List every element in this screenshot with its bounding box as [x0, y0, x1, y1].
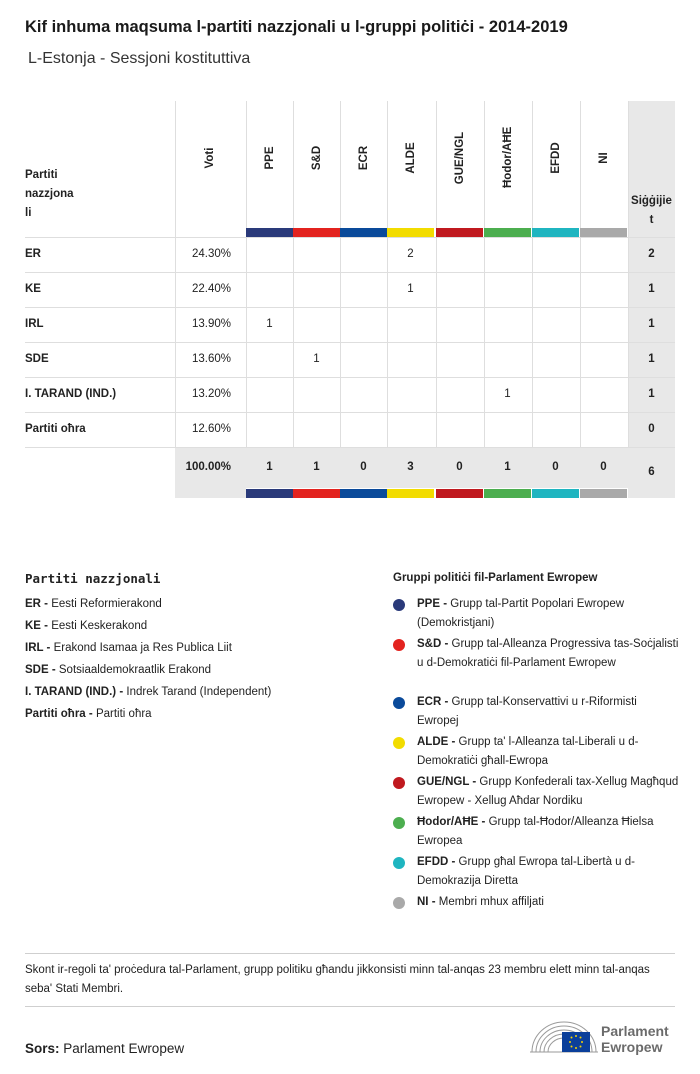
row-divider: [25, 447, 675, 448]
national-party-legend-item: ER - Eesti Reformierakond: [25, 598, 162, 610]
source-value: Parlament Ewropew: [63, 1041, 185, 1056]
legend-abbr: IRL: [25, 642, 44, 654]
political-group-legend-item: GUE/NGL - Grupp Konfederali tax-Xellug Magħqud Ewropew - Xellug Aħdar Nordiku: [417, 776, 679, 807]
group-color-bar: [532, 228, 579, 237]
seats-column-bg: [628, 101, 675, 498]
group-total-seats: 1: [313, 461, 320, 473]
group-column-header: NI: [597, 152, 610, 164]
group-color-bar: [293, 228, 340, 237]
row-divider: [25, 342, 675, 343]
legend-abbr: PPE: [417, 598, 441, 610]
party-total-seats: 1: [648, 353, 655, 365]
group-column-header: ALDE: [404, 142, 417, 174]
party-column-header: li: [25, 207, 32, 219]
party-name: SDE: [25, 353, 49, 365]
group-total-seats: 0: [600, 461, 607, 473]
legend-full-name: Grupp għal Ewropa tal-Libertà u d-Demokrazija Diretta: [417, 856, 635, 887]
legend-full-name: Grupp tal-Alleanza Progressiva tas-Soċjalisti u d-Demokratiċi fil-Parlament Ewropew: [417, 638, 679, 669]
group-column-header: PPE: [263, 146, 276, 170]
party-total-seats: 1: [648, 283, 655, 295]
group-color-bar: [246, 228, 293, 237]
national-party-legend-item: I. TARAND (IND.) - Indrek Tarand (Independent): [25, 686, 272, 698]
group-column-header: EFDD: [549, 142, 562, 174]
legend-full-name: Eesti Keskerakond: [51, 620, 148, 632]
legend-full-name: Grupp tal-Ħodor/Alleanza Ħielsa Ewropea: [417, 816, 654, 847]
legend-full-name: Membri mhux affiljati: [438, 896, 544, 908]
group-color-bar: [340, 228, 387, 237]
party-vote-share: 12.60%: [191, 423, 231, 435]
group-color-dot-icon: [393, 697, 405, 709]
row-divider: [25, 377, 675, 378]
grand-total-seats: 6: [648, 466, 655, 478]
group-color-bar: [436, 228, 483, 237]
total-vote-share: 100.00%: [185, 461, 231, 473]
legend-full-name: Sotsiaaldemokraatlik Erakond: [58, 664, 212, 676]
column-divider: [246, 101, 247, 447]
group-total-seats: 0: [552, 461, 559, 473]
group-color-bar: [484, 489, 531, 498]
group-color-dot-icon: [393, 599, 405, 611]
party-name: KE: [25, 283, 41, 295]
party-total-seats: 2: [648, 248, 655, 260]
group-color-dot-icon: [393, 817, 405, 829]
group-color-bar: [580, 489, 627, 498]
seat-count-cell: 1: [504, 388, 511, 400]
party-column-header: nazzjona: [25, 188, 74, 200]
group-color-dot-icon: [393, 897, 405, 909]
group-color-bar: [246, 489, 293, 498]
column-divider: [387, 101, 388, 447]
group-color-dot-icon: [393, 737, 405, 749]
group-color-dot-icon: [393, 857, 405, 869]
votes-column-header: Voti: [204, 147, 216, 169]
legend-full-name: Partiti oħra: [95, 708, 152, 720]
legend-abbr: Ħodor/AĦE: [417, 816, 479, 828]
row-divider: [25, 307, 675, 308]
party-name: Partiti oħra: [25, 423, 86, 435]
group-color-dot-icon: [393, 639, 405, 651]
group-color-dot-icon: [393, 777, 405, 789]
legend-abbr: ECR: [417, 696, 442, 708]
seat-count-cell: 1: [407, 283, 414, 295]
column-divider: [580, 101, 581, 447]
group-color-bar: [340, 489, 387, 498]
group-color-bar: [387, 228, 434, 237]
legend-abbr: ALDE: [417, 736, 449, 748]
logo-wordmark: [601, 1023, 669, 1055]
logo-line-2: Ewropew: [601, 1039, 663, 1055]
group-color-bar: [580, 228, 627, 237]
group-column-header: ECR: [357, 145, 370, 171]
seat-count-cell: 1: [313, 353, 320, 365]
column-divider: [340, 101, 341, 447]
group-color-bar: [387, 489, 434, 498]
group-color-bar: [436, 489, 483, 498]
political-group-legend-item: S&D - Grupp tal-Alleanza Progressiva tas-Soċjalisti u d-Demokratiċi fil-Parlament Ewropew: [417, 638, 679, 669]
political-groups-legend-title: Gruppi politiċi fil-Parlament Ewropew: [393, 572, 598, 584]
party-name: ER: [25, 248, 41, 260]
national-parties-legend-title: Partiti nazzjonali: [25, 571, 161, 586]
group-column-header: S&D: [310, 145, 323, 171]
source-label: Sors:: [25, 1041, 60, 1056]
national-party-legend-item: IRL - Erakond Isamaa ja Res Publica Liit: [25, 642, 232, 654]
row-divider: [25, 412, 675, 413]
political-group-legend-item: Ħodor/AĦE - Grupp tal-Ħodor/Alleanza Ħielsa Ewropea: [417, 816, 654, 847]
row-divider: [25, 237, 675, 238]
legend-full-name: Grupp ta' l-Alleanza tal-Liberali u d-Demokratiċi għall-Ewropa: [417, 736, 639, 767]
group-total-seats: 1: [266, 461, 273, 473]
divider: [25, 1006, 675, 1007]
party-column-header: Partiti: [25, 169, 58, 181]
seats-column-header: Siġġijie: [631, 195, 672, 207]
logo-line-1: Parlament: [601, 1023, 669, 1039]
party-total-seats: 0: [648, 423, 655, 435]
legend-full-name: Grupp Konfederali tax-Xellug Magħqud Ewropew - Xellug Aħdar Nordiku: [417, 776, 679, 807]
party-total-seats: 1: [648, 388, 655, 400]
group-color-bar: [484, 228, 531, 237]
legend-abbr: I. TARAND (IND.): [25, 686, 117, 698]
political-group-legend-item: ALDE - Grupp ta' l-Alleanza tal-Liberali u d-Demokratiċi għall-Ewropa: [417, 736, 639, 767]
divider: [25, 953, 675, 954]
legend-abbr: Partiti oħra: [25, 708, 86, 720]
footnote: Skont ir-regoli ta' proċedura tal-Parlament, grupp politiku għandu jikkonsisti minn tal-anqas 23 membru elett minn tal-anqas seba' Stati Membri.: [25, 964, 650, 995]
legend-full-name: Grupp tal-Partit Popolari Ewropew (Demokristjani): [417, 598, 625, 629]
party-name: I. TARAND (IND.): [25, 388, 117, 400]
party-total-seats: 1: [648, 318, 655, 330]
seat-count-cell: 2: [407, 248, 414, 260]
legend-abbr: NI: [417, 896, 429, 908]
national-party-legend-item: SDE - Sotsiaaldemokraatlik Erakond: [25, 664, 212, 676]
legend-abbr: ER: [25, 598, 41, 610]
party-vote-share: 24.30%: [191, 248, 231, 260]
legend-abbr: EFDD: [417, 856, 449, 868]
column-divider: [436, 101, 437, 447]
political-group-legend-item: PPE - Grupp tal-Partit Popolari Ewropew (Demokristjani): [417, 598, 625, 629]
group-column-header: Ħodor/AĦE: [501, 126, 514, 188]
political-group-legend-item: EFDD - Grupp għal Ewropa tal-Libertà u d-Demokrazija Diretta: [417, 856, 635, 887]
column-divider: [532, 101, 533, 447]
group-total-seats: 0: [360, 461, 367, 473]
group-color-bar: [293, 489, 340, 498]
row-divider: [25, 272, 675, 273]
group-column-header: GUE/NGL: [453, 131, 466, 185]
national-party-legend-item: Partiti oħra - Partiti oħra: [25, 708, 152, 720]
group-total-seats: 0: [456, 461, 463, 473]
seats-column-header: t: [649, 214, 654, 226]
legend-abbr: GUE/NGL: [417, 776, 470, 788]
source-line: [25, 1041, 184, 1056]
legend-full-name: Erakond Isamaa ja Res Publica Liit: [53, 642, 232, 654]
group-total-seats: 1: [504, 461, 511, 473]
party-vote-share: 13.60%: [191, 353, 231, 365]
party-vote-share: 13.90%: [191, 318, 231, 330]
legend-full-name: Eesti Reformierakond: [51, 598, 162, 610]
legend-full-name: Grupp tal-Konservattivi u r-Riformisti Ewropej: [417, 696, 637, 727]
party-vote-share: 22.40%: [191, 283, 231, 295]
seat-count-cell: 1: [266, 318, 273, 330]
page-subtitle: L-Estonja - Sessjoni kostituttiva: [28, 50, 251, 67]
column-divider: [293, 101, 294, 447]
party-name: IRL: [25, 318, 44, 330]
page-title: Kif inhuma maqsuma l-partiti nazzjonali u l-gruppi politiċi - 2014-2019: [25, 18, 568, 36]
legend-full-name: Indrek Tarand (Independent): [126, 686, 272, 698]
group-color-bar: [532, 489, 579, 498]
party-vote-share: 13.20%: [191, 388, 231, 400]
legend-abbr: KE: [25, 620, 41, 632]
group-total-seats: 3: [407, 461, 414, 473]
political-group-legend-item: ECR - Grupp tal-Konservattivi u r-Riformisti Ewropej: [417, 696, 637, 727]
legend-abbr: S&D: [417, 638, 442, 650]
national-party-legend-item: KE - Eesti Keskerakond: [25, 620, 148, 632]
political-group-legend-item: NI - Membri mhux affiljati: [417, 896, 544, 908]
legend-abbr: SDE: [25, 664, 49, 676]
